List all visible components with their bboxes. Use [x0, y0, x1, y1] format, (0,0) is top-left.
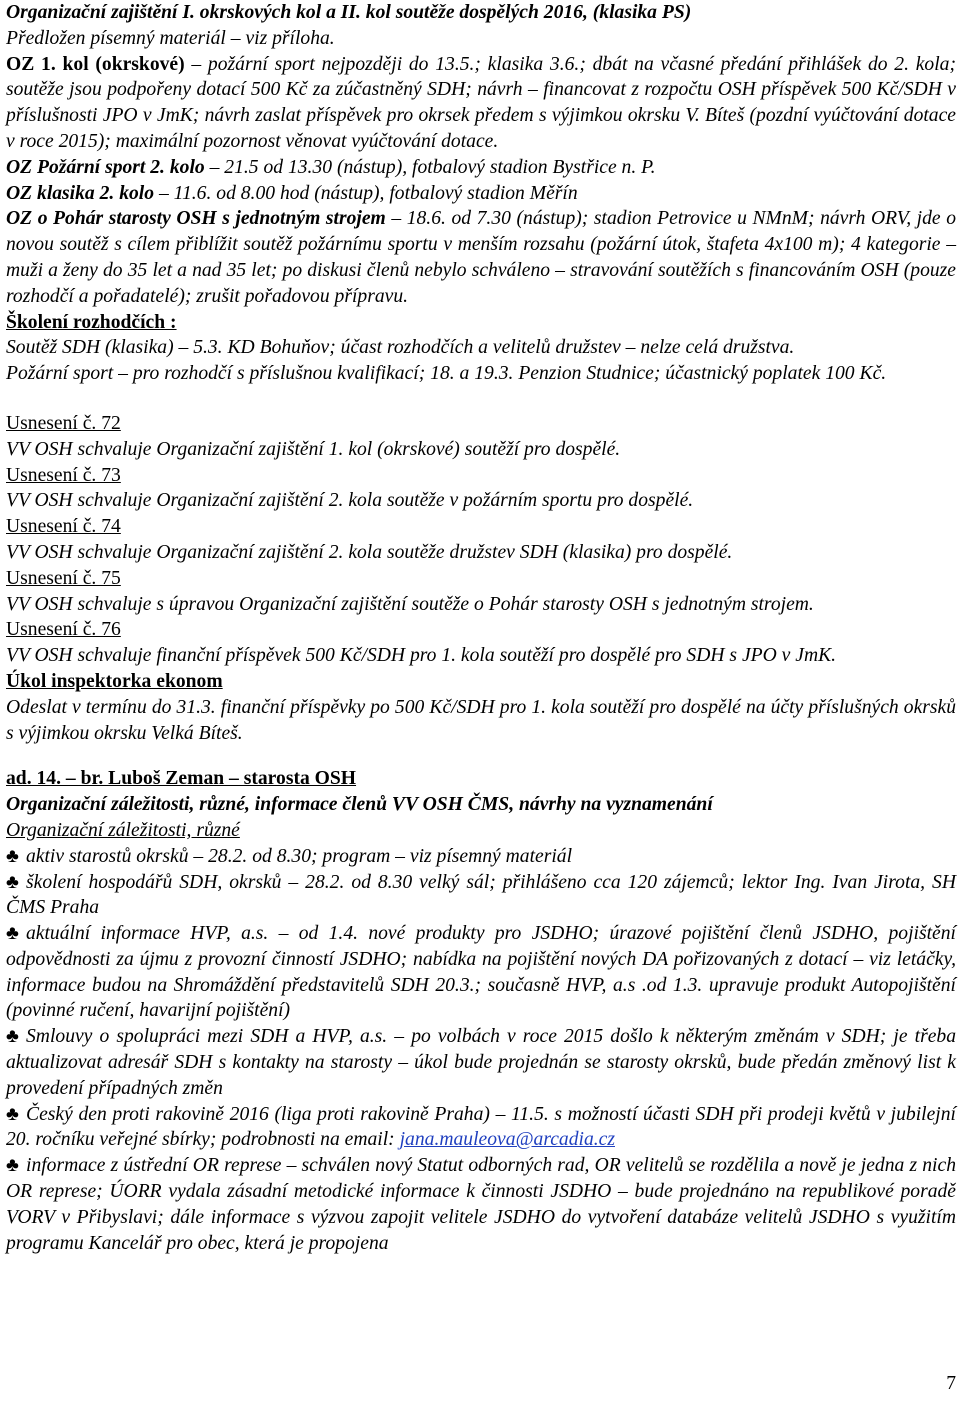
club-bullet-icon: ♣ — [6, 871, 19, 893]
resolution-72 — [6, 411, 956, 463]
paragraph: Předložen písemný materiál – viz příloha. — [6, 27, 335, 49]
resolution-heading: Usnesení č. 76 — [6, 619, 121, 641]
agenda-item-heading: ad. 14. – br. Luboš Zeman – starosta OSH — [6, 768, 357, 790]
spacer — [6, 387, 956, 411]
text: Český den proti rakovině 2016 (liga proti rakovině Praha) – 11.5. s možností účasti SDH při prodeji květů v jubilejní 20. ročníku veřejné sbírky; podrobnosti na email: — [6, 1103, 956, 1151]
page-number: 7 — [946, 1373, 956, 1394]
resolution-heading: Usnesení č. 72 — [6, 412, 121, 434]
text: školení hospodářů SDH, okrsků – 28.2. od 8.30 velký sál; přihlášeno cca 120 zájemců; lektor Ing. Ivan Jirota, SH ČMS Praha — [6, 871, 956, 919]
resolution-text: VV OSH schvaluje finanční příspěvek 500 Kč/SDH pro 1. kola soutěží pro dospělé pro SDH s JPO v JmK. — [6, 645, 837, 667]
bullet-item — [6, 1102, 956, 1154]
text: Odeslat v termínu do 31.3. finanční příspěvky po 500 Kč/SDH pro 1. kola soutěží pro dospělé na účty — [6, 696, 809, 718]
bullet-item — [6, 1153, 956, 1256]
paragraph: Požární sport – pro rozhodčí s příslušnou kvalifikací; 18. a 19.3. Penzion Studnice; účastnický poplatek 100 Kč. — [6, 363, 887, 385]
text: aktiv starostů okrsků – 28.2. od 8.30; program – viz písemný materiál — [26, 845, 573, 867]
task-heading: Úkol inspektorka ekonom — [6, 670, 223, 692]
bullet-item — [6, 870, 956, 922]
email-link[interactable]: jana.mauleova@arcadia.cz — [399, 1129, 615, 1151]
label: OZ Požární sport 2. kolo — [6, 156, 205, 178]
label: OZ o Pohár starosty OSH s jednotným strojem — [6, 208, 386, 230]
resolution-heading: Usnesení č. 74 — [6, 516, 121, 538]
resolution-text: VV OSH schvaluje s úpravou Organizační zajištění soutěže o Pohár starosty OSH s jednotným strojem. — [6, 593, 814, 615]
paragraph — [6, 52, 956, 155]
text: příslušných okrsků s výjimkou okrsku Velká Bíteš. — [6, 696, 957, 744]
label: OZ 1. kol (okrskové) — [6, 53, 185, 75]
text: – 18.6. od 7.30 (nástup); stadion Petrovice u NMnM; návrh ORV, jde o novou soutěž s cílem přiblížit soutěž požárnímu sportu v menším rozsahu (požární útok, štafeta 4x100 m); 4 kategorie – muži a ženy do 35 let a nad 35 let; po diskusi členů nebylo schváleno – stravování soutěžích s financováním OSH (pouze rozhodčí a pořadatelé); zrušit pořadovou přípravu. — [6, 208, 956, 307]
paragraph — [6, 181, 956, 207]
task-text — [6, 695, 956, 747]
text: aktuální informace HVP, a.s. – od 1.4. nové produkty pro JSDHO; úrazové pojištění členů JSDHO, pojištění odpovědnosti za újmu z provozní činností JSDHO; nabídka na pojištění nových DA pořizovaných z dotací – viz letáčky, informace budou na Shromáždění představitelů SDH 20.3.; současně HVP, a.s .od 1.3. upravuje produkt Autopojištění (povinné ručení, havarijní pojištění) — [6, 923, 956, 1022]
resolution-heading: Usnesení č. 75 — [6, 567, 121, 589]
label: OZ klasika 2. kolo — [6, 182, 155, 204]
resolution-73 — [6, 463, 956, 515]
text: – požární sport nejpozději do 13.5.; klasika 3.6.; dbát na včasné předání přihlášek do 2. kola; soutěže jsou podpořeny dotací 500 Kč za zúčastněný SDH; návrh – financovat z rozpočtu OSH příspěvek 500 Kč/SDH v příslušnosti JPO v JmK; návrh zaslat příspěvek pro okrsek předem s výjimkou okrsku V. Bíteš (pozdní vyúčtování dotace v roce 2015); maximální pozornost věnovat vyúčtování dotace. — [6, 53, 956, 152]
bullet-item — [6, 1024, 956, 1101]
resolution-76 — [6, 617, 956, 669]
bullet-item — [6, 921, 956, 1024]
club-bullet-icon: ♣ — [6, 1103, 19, 1125]
section-heading: Školení rozhodčích : — [6, 311, 177, 333]
paragraph — [6, 155, 956, 181]
text: Smlouvy o spolupráci mezi SDH a HVP, a.s. – po volbách v roce 2015 došlo k některým změnám v SDH; je třeba aktualizovat adresář SDH s kontakty na starosty – úkol bude projednán se starosty okrsků, bude předán změnový list k provedení případných změn — [6, 1026, 956, 1099]
text: – 11.6. od 8.00 hod (nástup), fotbalový stadion Měřín — [154, 182, 578, 204]
subsection-heading: Organizační záležitosti, různé — [6, 819, 240, 841]
text: – 21.5 od 13.30 (nástup), fotbalový stadion Bystřice n. P. — [204, 156, 656, 178]
resolution-text: VV OSH schvaluje Organizační zajištění 1. kol (okrskové) soutěží pro dospělé. — [6, 438, 621, 460]
club-bullet-icon: ♣ — [6, 1155, 19, 1177]
resolution-heading: Usnesení č. 73 — [6, 464, 121, 486]
club-bullet-icon: ♣ — [6, 845, 19, 867]
resolution-75 — [6, 566, 956, 618]
club-bullet-icon: ♣ — [6, 1026, 19, 1048]
club-bullet-icon: ♣ — [6, 923, 19, 945]
resolution-text: VV OSH schvaluje Organizační zajištění 2. kola soutěže družstev SDH (klasika) pro dospělé. — [6, 541, 733, 563]
paragraph — [6, 206, 956, 309]
section-heading: Organizační zajištění I. okrskových kol a II. kol soutěže dospělých 2016, (klasika PS) — [6, 2, 692, 23]
text: informace z ústřední OR represe – schválen nový Statut odborných rad, OR velitelů se rozdělila a nově je jedna z nich OR represe; ÚORR vydala zásadní metodické informace k činnosti JSDHO – bude projednáno na republikové poradě VORV v Přibyslavi; dále informace s výzvou zapojit velitele JSDHO do vytvoření databáze velitelů JSDHO s využitím programu Kancelář pro obec, která je propojena — [6, 1155, 956, 1254]
spacer — [6, 746, 956, 766]
resolution-74 — [6, 514, 956, 566]
resolution-text: VV OSH schvaluje Organizační zajištění 2. kola soutěže v požárním sportu pro dospělé. — [6, 490, 694, 512]
paragraph: Soutěž SDH (klasika) – 5.3. KD Bohuňov; účast rozhodčích a velitelů družstev – nelze celá družstva. — [6, 337, 795, 359]
bullet-item — [6, 844, 956, 870]
document-page — [6, 0, 956, 1256]
section-heading: Organizační záležitosti, různé, informace členů VV OSH ČMS, návrhy na vyznamenání — [6, 794, 713, 816]
